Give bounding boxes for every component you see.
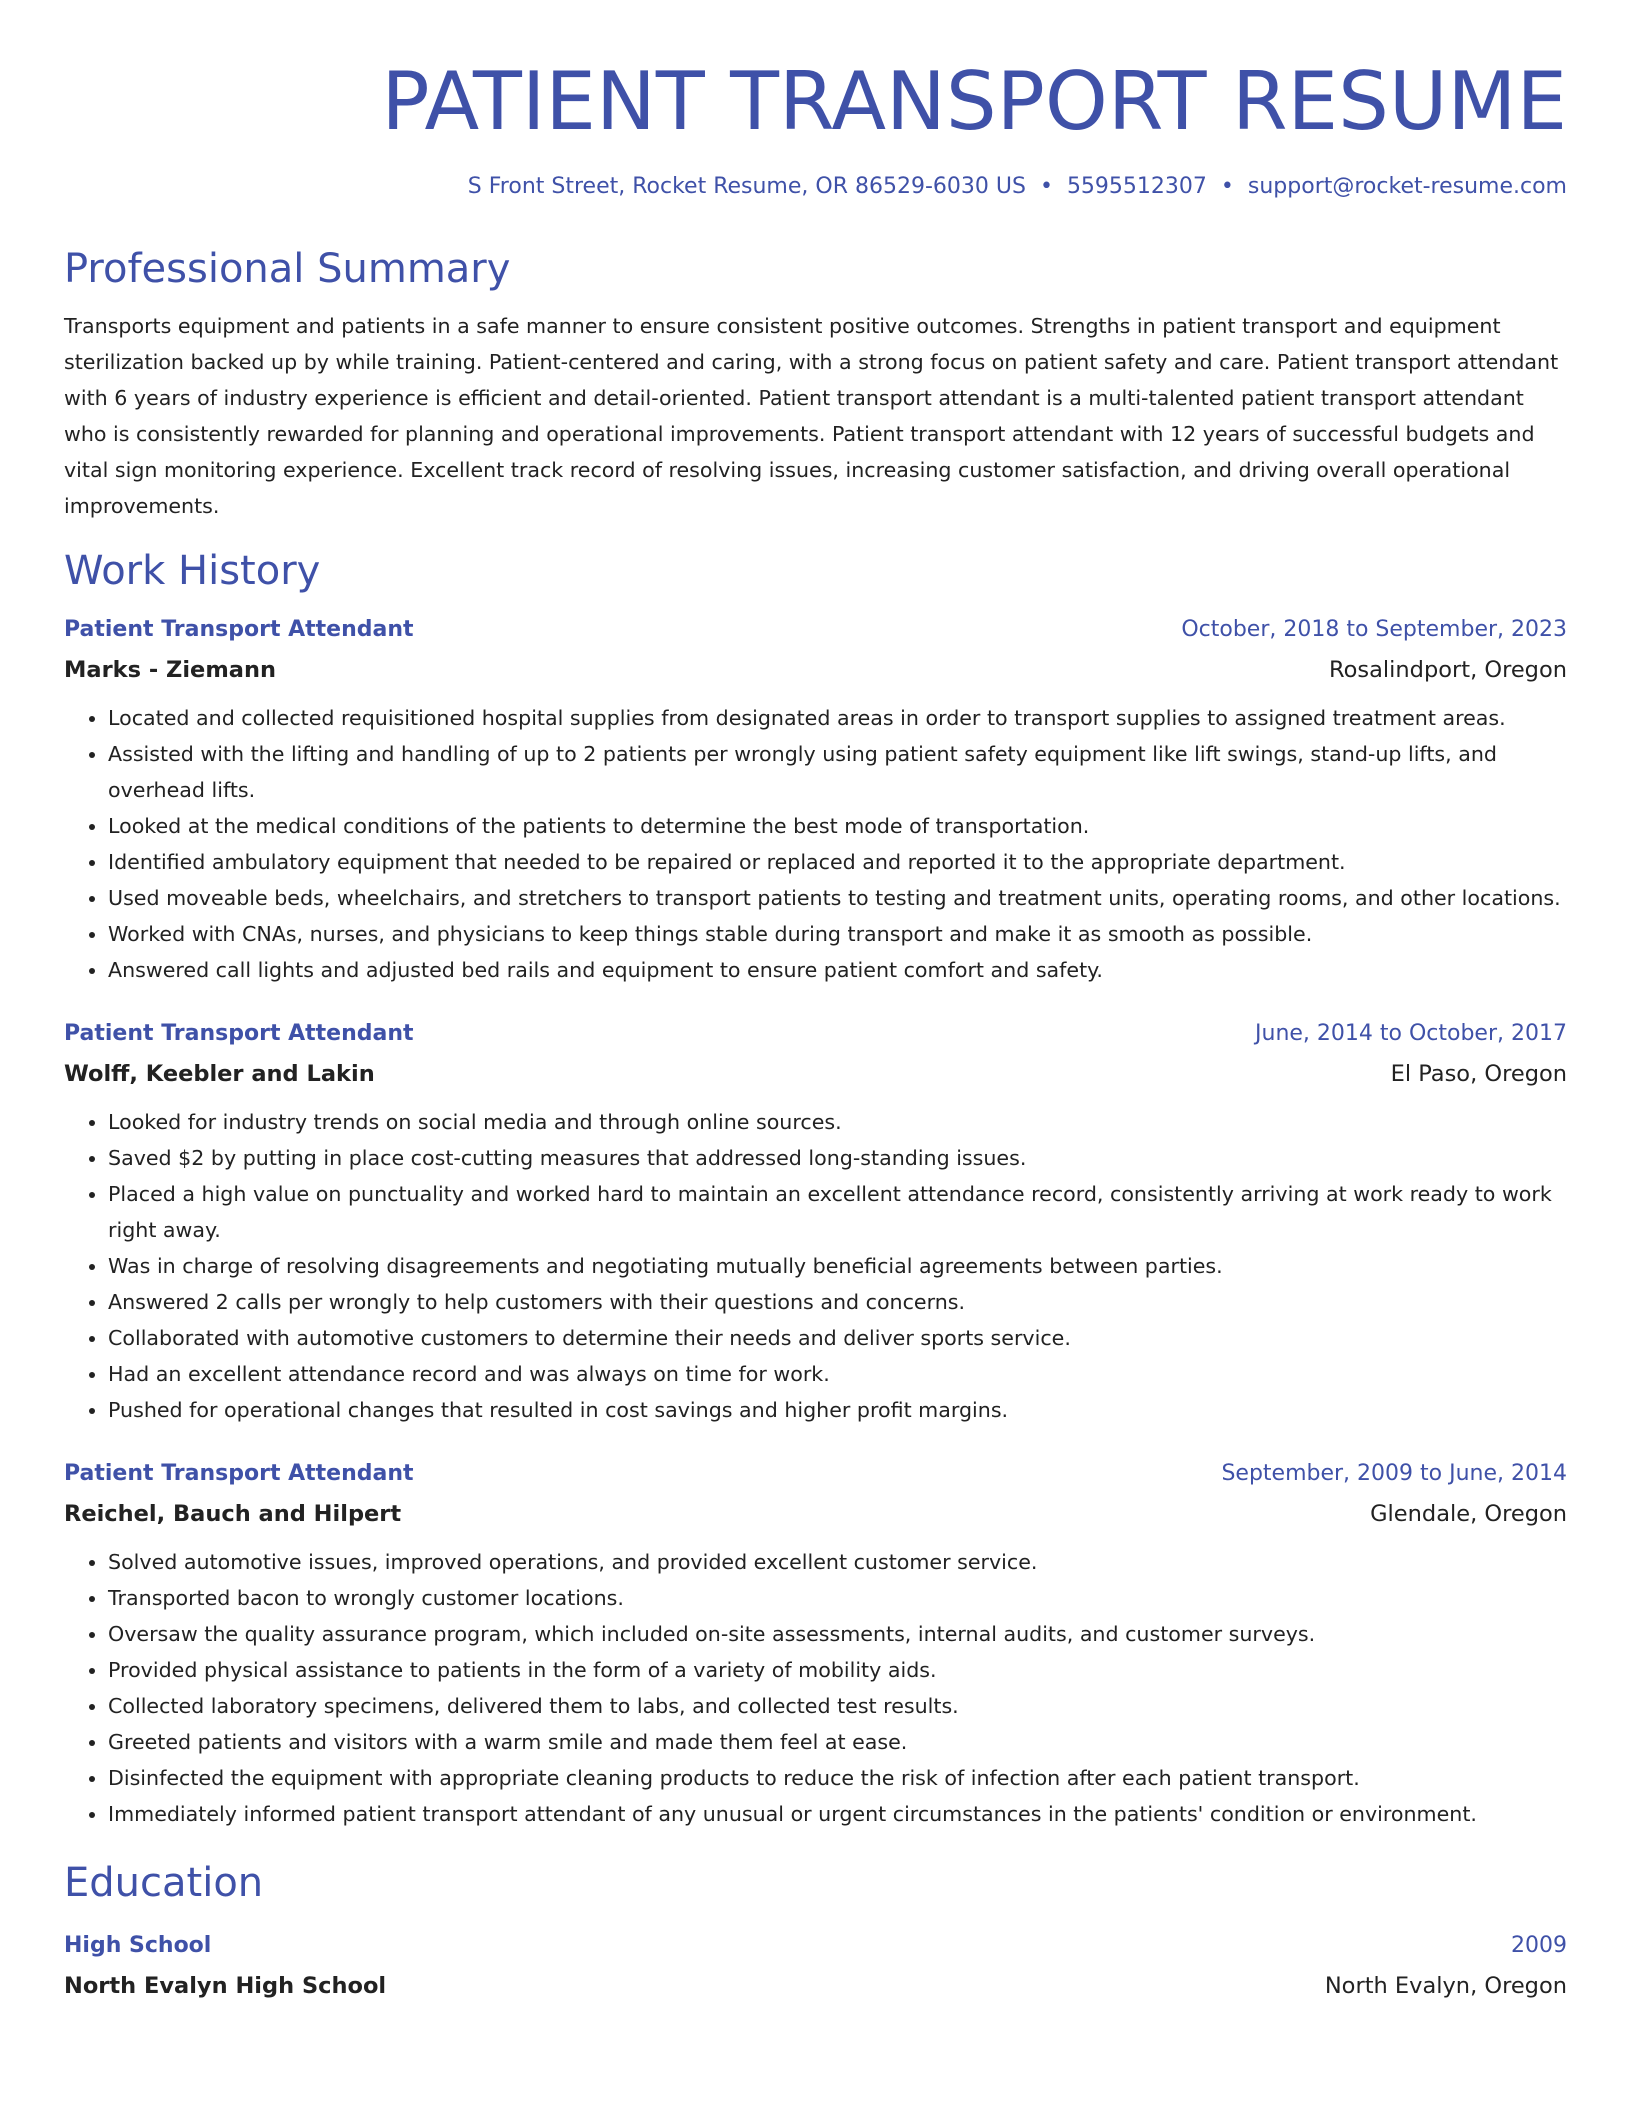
job-location: Glendale, Oregon xyxy=(1370,1501,1567,1527)
duty-item: • Oversaw the quality assurance program, which included on-site assessments, internal audits, and customer surveys. xyxy=(108,1616,1567,1652)
duty-item: • Answered 2 calls per wrongly to help customers with their questions and concerns. xyxy=(108,1284,1567,1320)
education-entry xyxy=(64,1926,1567,2006)
summary-heading: Professional Summary xyxy=(64,246,511,292)
education-school: North Evalyn High School xyxy=(64,1973,387,1999)
contact-separator: • xyxy=(1039,174,1053,199)
duty-item: • Collaborated with automotive customers to determine their needs and deliver sports service. xyxy=(108,1320,1567,1356)
duty-item: • Immediately informed patient transport attendant of any unusual or urgent circumstances in the patients' condition or environment. xyxy=(108,1796,1567,1832)
duty-item: • Located and collected requisitioned hospital supplies from designated areas in order to transport supplies to assigned treatment areas. xyxy=(108,700,1567,736)
duty-item: • Assisted with the lifting and handling of up to 2 patients per wrongly using patient safety equipment like lift swings, stand-up lifts, and overhead lifts. xyxy=(108,736,1567,808)
education-subheader xyxy=(64,1966,1567,2006)
duty-item: • Identified ambulatory equipment that needed to be repaired or replaced and reported it to the appropriate department. xyxy=(108,844,1567,880)
job-title: Patient Transport Attendant xyxy=(64,1461,414,1486)
duty-item: • Transported bacon to wrongly customer locations. xyxy=(108,1580,1567,1616)
duty-item: • Looked for industry trends on social media and through online sources. xyxy=(108,1104,1567,1140)
job-subheader xyxy=(64,1054,1567,1094)
duty-item: • Looked at the medical conditions of the patients to determine the best mode of transportation. xyxy=(108,808,1567,844)
job-entry xyxy=(64,1014,1567,1428)
summary-text: Transports equipment and patients in a safe manner to ensure consistent positive outcomes. Strengths in patient transport and equipment sterilization backed up by while training. Patient-centered and caring, with a strong focus on patient safety and care. Patient transport attendant with 6 years of industry experience is efficient and detail-oriented. Patient transport attendant is a multi-talented patient transport attendant who is consistently rewarded for planning and operational improvements. Patient transport attendant with 12 years of successful budgets and vital sign monitoring experience. Excellent track record of resolving issues, increasing customer satisfaction, and driving overall operational improvements. xyxy=(64,314,1559,518)
job-dates: June, 2014 to October, 2017 xyxy=(1255,1021,1567,1046)
contact-separator: • xyxy=(1220,174,1234,199)
job-subheader xyxy=(64,1494,1567,1534)
job-company: Reichel, Bauch and Hilpert xyxy=(64,1501,402,1527)
job-location: El Paso, Oregon xyxy=(1390,1061,1567,1087)
contact-line xyxy=(64,172,1567,202)
education-location: North Evalyn, Oregon xyxy=(1324,1973,1567,1999)
duty-item: • Used moveable beds, wheelchairs, and stretchers to transport patients to testing and treatment units, operating rooms, and other locations. xyxy=(108,880,1567,916)
duty-item: • Collected laboratory specimens, delivered them to labs, and collected test results. xyxy=(108,1688,1567,1724)
job-company: Wolff, Keebler and Lakin xyxy=(64,1061,375,1087)
duty-item: • Was in charge of resolving disagreements and negotiating mutually beneficial agreements between parties. xyxy=(108,1248,1567,1284)
job-title: Patient Transport Attendant xyxy=(64,1021,414,1046)
duty-item: • Pushed for operational changes that resulted in cost savings and higher profit margins. xyxy=(108,1392,1567,1428)
job-header xyxy=(64,1014,1567,1054)
job-title: Patient Transport Attendant xyxy=(64,617,414,642)
job-subheader xyxy=(64,650,1567,690)
education-degree: High School xyxy=(64,1933,212,1958)
job-location: Rosalindport, Oregon xyxy=(1329,657,1567,683)
contact-phone[interactable]: 5595512307 xyxy=(1066,174,1207,199)
duty-item: • Greeted patients and visitors with a warm smile and made them feel at ease. xyxy=(108,1724,1567,1760)
job-company: Marks - Ziemann xyxy=(64,657,276,683)
duty-item: • Saved $2 by putting in place cost-cutting measures that addressed long-standing issues. xyxy=(108,1140,1567,1176)
job-duties xyxy=(64,1104,1567,1428)
job-dates: October, 2018 to September, 2023 xyxy=(1181,617,1567,642)
job-header xyxy=(64,610,1567,650)
contact-email[interactable]: support@rocket-resume.com xyxy=(1247,174,1567,199)
job-duties xyxy=(64,700,1567,988)
education-year: 2009 xyxy=(1511,1933,1567,1958)
resume-title: PATIENT TRANSPORT RESUME xyxy=(381,55,1567,148)
job-entry xyxy=(64,610,1567,988)
education-heading: Education xyxy=(64,1860,264,1906)
duty-item: • Placed a high value on punctuality and worked hard to maintain an excellent attendance record, consistently arriving at work ready to work right away. xyxy=(108,1176,1567,1248)
duty-item: • Disinfected the equipment with appropriate cleaning products to reduce the risk of infection after each patient transport. xyxy=(108,1760,1567,1796)
duty-item: • Solved automotive issues, improved operations, and provided excellent customer service. xyxy=(108,1544,1567,1580)
job-duties xyxy=(64,1544,1567,1832)
job-dates: September, 2009 to June, 2014 xyxy=(1221,1461,1567,1486)
contact-address: S Front Street, Rocket Resume, OR 86529-6030 US xyxy=(467,174,1026,199)
job-entry xyxy=(64,1454,1567,1832)
duty-item: • Had an excellent attendance record and was always on time for work. xyxy=(108,1356,1567,1392)
education-header xyxy=(64,1926,1567,1966)
duty-item: • Provided physical assistance to patients in the form of a variety of mobility aids. xyxy=(108,1652,1567,1688)
duty-item: • Worked with CNAs, nurses, and physicians to keep things stable during transport and make it as smooth as possible. xyxy=(108,916,1567,952)
work-history-heading: Work History xyxy=(64,548,321,594)
job-header xyxy=(64,1454,1567,1494)
duty-item: • Answered call lights and adjusted bed rails and equipment to ensure patient comfort and safety. xyxy=(108,952,1567,988)
